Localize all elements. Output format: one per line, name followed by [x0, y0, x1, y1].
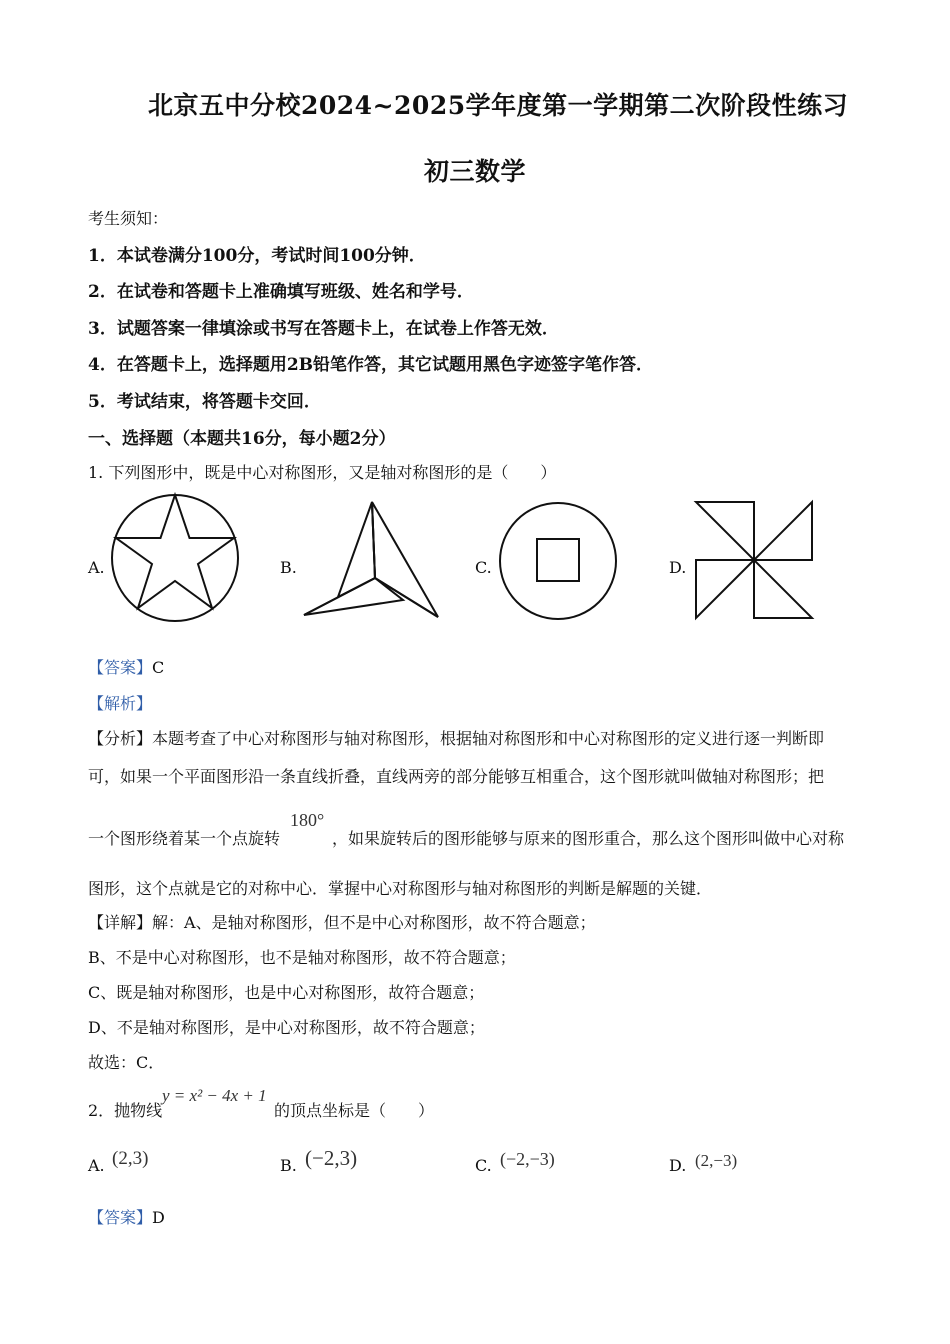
- q1-conclusion: 故选：C．: [88, 1053, 165, 1072]
- q1-option-c-label: C.: [475, 558, 492, 577]
- q1-fenxi-line-3b: ，如果旋转后的图形能够与原来的图形重合，那么这个图形叫做中心对称: [332, 829, 845, 848]
- answer-label: 【答案】: [88, 1208, 153, 1227]
- detail-label: 【详解】: [88, 913, 153, 932]
- q1-detail-line-3: C、既是轴对称图形，也是中心对称图形，故符合题意；: [88, 983, 485, 1002]
- q2-option-d-value: (2,−3): [695, 1151, 738, 1170]
- answer-value: C: [152, 658, 165, 677]
- q1-fenxi-line-4: 图形，这个点就是它的对称中心．掌握中心对称图形与轴对称图形的判断是解题的关键．: [88, 879, 713, 898]
- circle-star-figure: [110, 493, 240, 623]
- q2-option-a-value: (2,3): [112, 1148, 149, 1169]
- q1-option-a-label: A.: [88, 558, 105, 577]
- q1-detail-line-2: B、不是中心对称图形，也不是轴对称图形，故不符合题意；: [88, 948, 516, 967]
- q1-option-b-label: B.: [280, 558, 297, 577]
- notice-item-3: 3．试题答案一律填涂或书写在答题卡上，在试卷上作答无效．: [88, 319, 559, 339]
- q2-answer: [88, 1205, 165, 1228]
- fenxi-label: 【分析】: [88, 729, 153, 748]
- detail-text: 解：A、是轴对称图形，但不是中心对称图形，故不符合题意；: [152, 913, 596, 932]
- q2-stem-suffix: 的顶点坐标是（ ）: [274, 1101, 435, 1120]
- angle-180: 180°: [290, 810, 325, 830]
- q2-option-d-label: D.: [669, 1156, 687, 1175]
- q1-detail-line-4: D、不是轴对称图形，是中心对称图形，故不符合题意；: [88, 1018, 485, 1037]
- q1-fenxi-line-2: 可，如果一个平面图形沿一条直线折叠，直线两旁的部分能够互相重合，这个图形就叫做轴对称图形；把: [88, 767, 825, 786]
- section-heading-choice: 一、选择题（本题共16分，每小题2分）: [88, 429, 396, 449]
- q2-option-c-value: (−2,−3): [500, 1149, 555, 1169]
- q2-equation: y = x² − 4x + 1: [162, 1086, 267, 1105]
- answer-value: D: [152, 1208, 165, 1227]
- notice-item-1: 1．本试卷满分100分，考试时间100分钟．: [88, 246, 426, 266]
- q1-analysis-label: 【解析】: [88, 694, 153, 713]
- q1-fenxi-line-1: [88, 726, 824, 749]
- q1-answer: [88, 655, 164, 678]
- pinwheel-figure: [694, 500, 816, 620]
- notice-item-2: 2．在试卷和答题卡上准确填写班级、姓名和学号．: [88, 282, 474, 302]
- q2-option-c-label: C.: [475, 1156, 492, 1175]
- q1-option-d-label: D.: [669, 558, 687, 577]
- q2-option-b-label: B.: [280, 1156, 297, 1175]
- three-blade-figure: [300, 500, 440, 620]
- q2-option-b-value: (−2,3): [305, 1146, 358, 1170]
- answer-label: 【答案】: [88, 658, 153, 677]
- q1-detail-line-1: [88, 910, 596, 933]
- q2-stem-prefix: 2．抛物线: [88, 1101, 163, 1120]
- q1-stem: 1. 下列图形中，既是中心对称图形，又是轴对称图形的是（ ）: [88, 463, 557, 482]
- exam-subtitle: 初三数学: [424, 157, 527, 186]
- q2-option-a-label: A.: [88, 1156, 105, 1175]
- q1-fenxi-line-3a: 一个图形绕着某一个点旋转: [88, 829, 281, 848]
- fenxi-text: 本题考查了中心对称图形与轴对称图形，根据轴对称图形和中心对称图形的定义进行逐一判断即: [152, 729, 825, 748]
- notice-item-4: 4．在答题卡上，选择题用2B铅笔作答，其它试题用黑色字迹签字笔作答．: [88, 355, 654, 375]
- notice-item-5: 5．考试结束，将答题卡交回．: [88, 392, 321, 412]
- circle-square-figure: [497, 500, 619, 622]
- notice-heading: 考生须知：: [88, 209, 169, 228]
- exam-title: 北京五中分校2024~2025学年度第一学期第二次阶段性练习: [148, 91, 849, 120]
